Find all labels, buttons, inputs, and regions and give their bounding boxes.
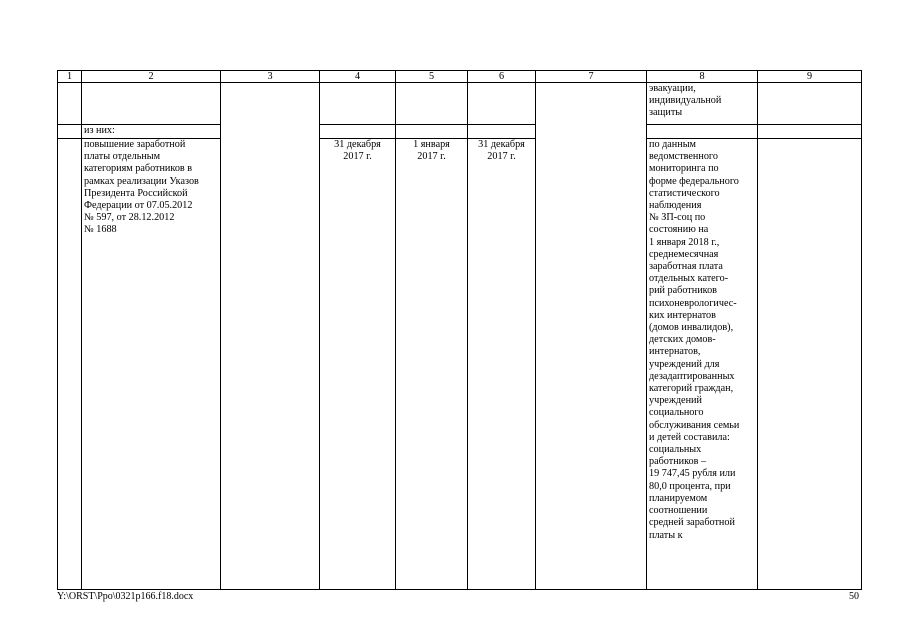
cell-r3-c6: 31 декабря 2017 г.: [468, 139, 536, 590]
footer-file-path: Y:\ORST\Ppo\0321p166.f18.docx: [57, 591, 194, 602]
cell-r3-c1: [58, 139, 82, 590]
cell-r2-c6: [468, 125, 536, 139]
footer-page-number: 50: [849, 591, 859, 602]
cell-r1-c4: [320, 83, 396, 125]
column-header-4: 4: [320, 71, 396, 83]
table-row: [58, 83, 862, 125]
cell-r2-c1: [58, 125, 82, 139]
column-header-9: 9: [758, 71, 862, 83]
cell-r3-c4: 31 декабря 2017 г.: [320, 139, 396, 590]
cell-c3-merged: [221, 83, 320, 590]
cell-r2-c5: [396, 125, 468, 139]
cell-r1-c9: [758, 83, 862, 125]
cell-r1-c6: [468, 83, 536, 125]
document-table: [57, 70, 862, 590]
cell-r2-c2: из них:: [82, 125, 221, 139]
table-row: [58, 139, 862, 590]
column-header-2: 2: [82, 71, 221, 83]
cell-r3-c8: по данным ведомственного мониторинга по форме федерального статистического наблюдения № ЗП-соц по состоянию на 1 января 2018 г., среднемесячная заработная плата отдельных катего- рий работников психоневрологичес- ких интернатов (домов инвалидов), детских домов- интернатов, учреждений для дезадаптированных категорий граждан, учреждений социального обслуживания семьи и детей составила: социальных работников – 19 747,45 рубля или 80,0 процента, при планируемом соотношении средней заработной платы к: [647, 139, 758, 590]
cell-r2-c9: [758, 125, 862, 139]
column-header-8: 8: [647, 71, 758, 83]
cell-r1-c1: [58, 83, 82, 125]
cell-r2-c8: [647, 125, 758, 139]
cell-c7-merged: [536, 83, 647, 590]
table-row: [58, 125, 862, 139]
cell-r1-c2: [82, 83, 221, 125]
column-header-7: 7: [536, 71, 647, 83]
cell-r3-c9: [758, 139, 862, 590]
cell-r1-c8: эвакуации, индивидуальной защиты: [647, 83, 758, 125]
header-row: [58, 71, 862, 83]
column-header-1: 1: [58, 71, 82, 83]
cell-r2-c4: [320, 125, 396, 139]
column-header-6: 6: [468, 71, 536, 83]
cell-r1-c5: [396, 83, 468, 125]
column-header-3: 3: [221, 71, 320, 83]
column-header-5: 5: [396, 71, 468, 83]
cell-r3-c5: 1 января 2017 г.: [396, 139, 468, 590]
cell-r3-c2: повышение заработной платы отдельным категориям работников в рамках реализации Указов Президента Российской Федерации от 07.05.2012 № 597, от 28.12.2012 № 1688: [82, 139, 221, 590]
